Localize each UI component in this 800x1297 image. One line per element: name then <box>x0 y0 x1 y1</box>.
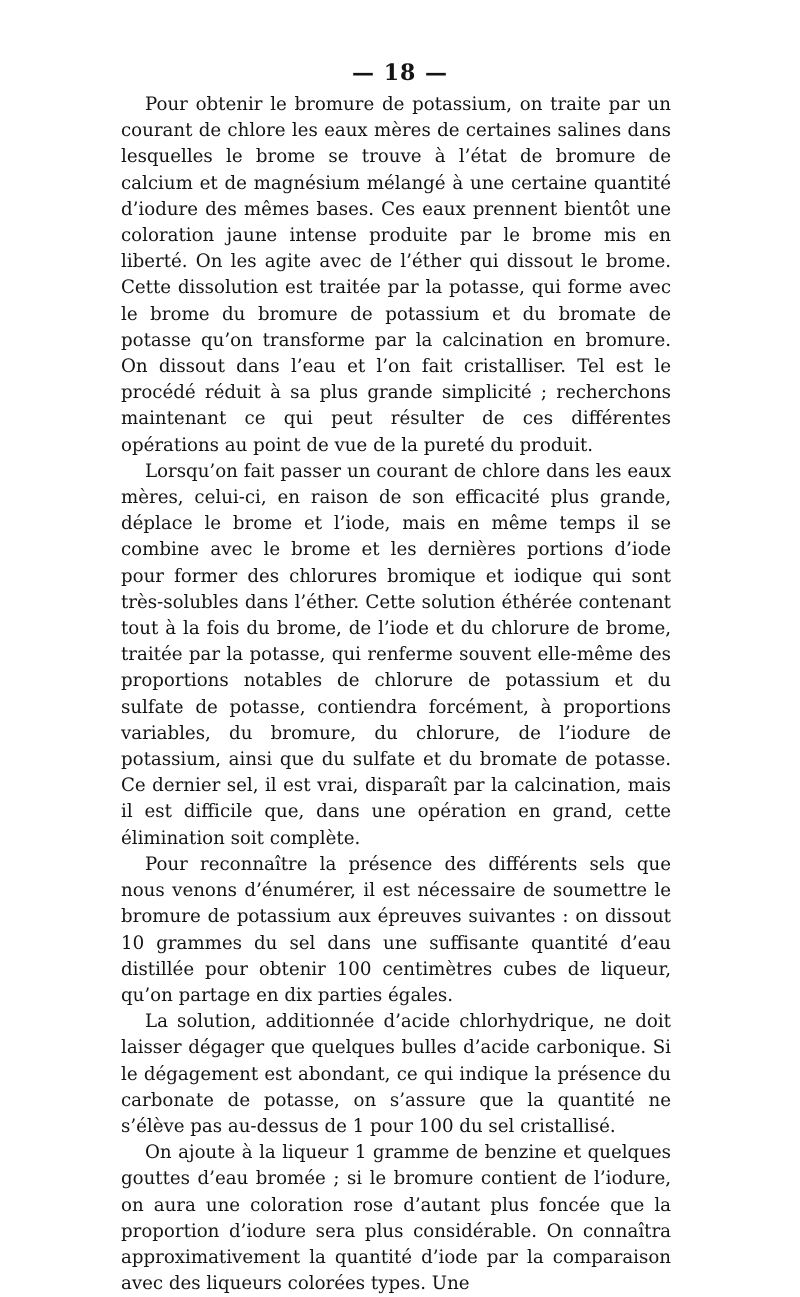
body-text <box>121 92 671 1297</box>
paragraph-bromure-preparation: Pour obtenir le bromure de potassium, on traite par un courant de chlore les eaux mères de certaines salines dans lesquelles le brome se trouve à l’état de bromure de calcium et de magnésium mélangé à une certaine quantité d’iodure des mêmes bases. Ces eaux prennent bientôt une coloration jaune intense produite par le brome mis en liberté. On les agite avec de l’éther qui dissout le brome. Cette dissolution est traitée par la potasse, qui forme avec le brome du bromure de potassium et du bromate de potasse qu’on transforme par la calcination en bromure. On dissout dans l’eau et l’on fait cristalliser. Tel est le procédé réduit à sa plus grande simplicité ; recherchons maintenant ce qui peut résulter de ces différentes opérations au point de vue de la pureté du produit. <box>121 94 671 456</box>
page-number: — 18 — <box>352 60 448 86</box>
paragraph-benzine-iodure: On ajoute à la liqueur 1 gramme de benzine et quelques gouttes d’eau bromée ; si le bromure contient de l’iodure, on aura une coloration rose d’autant plus foncée que la proportion d’iodure sera plus considérable. On connaîtra approximativement la quantité d’iode par la comparaison avec des liqueurs colorées types. Une <box>121 1142 671 1295</box>
paragraph-epreuves: Pour reconnaître la présence des différents sels que nous venons d’énumérer, il est nécessaire de soumettre le bromure de potassium aux épreuves suivantes : on dissout 10 grammes du sel dans une suffisante quantité d’eau distillée pour obtenir 100 centimètres cubes de liqueur, qu’on partage en dix parties égales. <box>121 853 671 1006</box>
paragraph-chlore-impuretes: Lorsqu’on fait passer un courant de chlore dans les eaux mères, celui-ci, en raison de son efficacité plus grande, déplace le brome et l’iode, mais en même temps il se combine avec le brome et les dernières portions d’iode pour former des chlorures bromique et iodique qui sont très-solubles dans l’éther. Cette solution éthérée contenant tout à la fois du brome, de l’iode et du chlorure de brome, traitée par la potasse, qui renferme souvent elle-même des proportions notables de chlorure de potassium et du sulfate de potasse, contiendra forcément, à proportions variables, du bromure, du chlorure, de l’iodure de potassium, ainsi que du sulfate et du bromate de potasse. Ce dernier sel, il est vrai, disparaît par la calcination, mais il est difficile que, dans une opération en grand, cette élimination soit complète. <box>121 460 671 849</box>
paragraph-acide-chlorhydrique: La solution, additionnée d’acide chlorhydrique, ne doit laisser dégager que quelques bulles d’acide carbonique. Si le dégagement est abondant, ce qui indique la présence du carbonate de potasse, on s’assure que la quantité ne s’élève pas au-dessus de 1 pour 100 du sel cristallisé. <box>121 1011 671 1137</box>
